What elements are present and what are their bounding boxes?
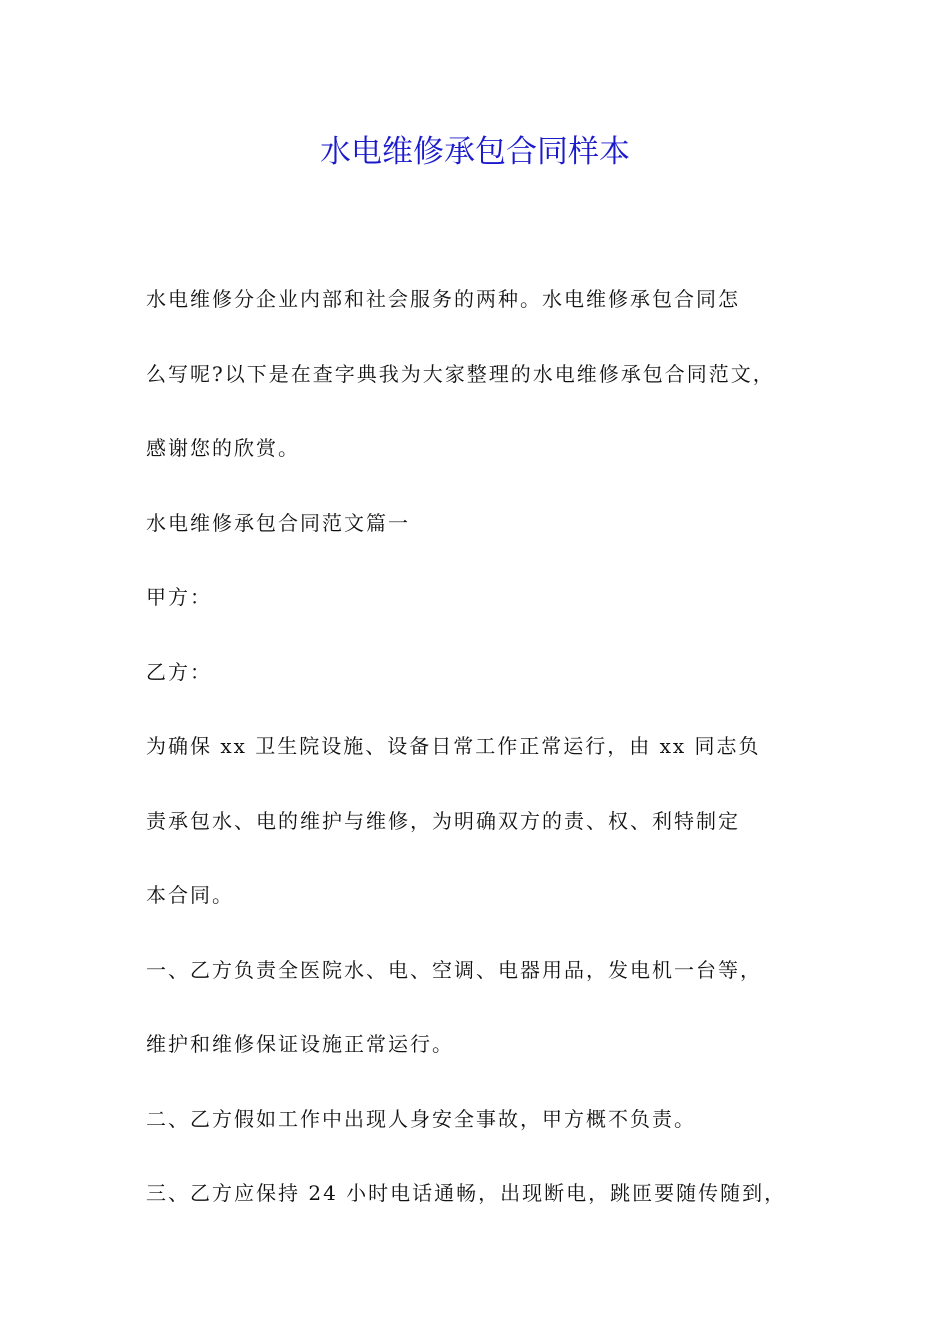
document-body — [146, 262, 811, 1231]
document-title: 水电维修承包合同样本 — [320, 134, 630, 170]
clause-line: 一、乙方负责全医院水、电、空调、电器用品，发电机一台等， — [146, 957, 762, 982]
paragraph-line: 水电维修分企业内部和社会服务的两种。水电维修承包合同怎 — [146, 287, 740, 311]
party-b-label: 乙方： — [146, 659, 212, 684]
paragraph-line: 责承包水、电的维护与维修，为明确双方的责、权、利特制定 — [146, 808, 740, 833]
clause-line: 三、乙方应保持 24 小时电话通畅，出现断电，跳匝要随传随到， — [146, 1181, 787, 1205]
clause-line: 维护和维修保证设施正常运行。 — [146, 1032, 454, 1056]
paragraph-line: 么写呢?以下是在查字典我为大家整理的水电维修承包合同范文， — [146, 361, 775, 386]
section-heading: 水电维修承包合同范文篇一 — [146, 510, 410, 535]
paragraph-line: 感谢您的欣赏。 — [146, 436, 300, 460]
clause-line: 二、乙方假如工作中出现人身安全事故，甲方概不负责。 — [146, 1106, 696, 1131]
paragraph-line: 为确保 xx 卫生院设施、设备日常工作正常运行，由 xx 同志负 — [146, 734, 761, 758]
paragraph-line: 本合同。 — [146, 883, 234, 907]
party-a-label: 甲方： — [146, 585, 212, 609]
